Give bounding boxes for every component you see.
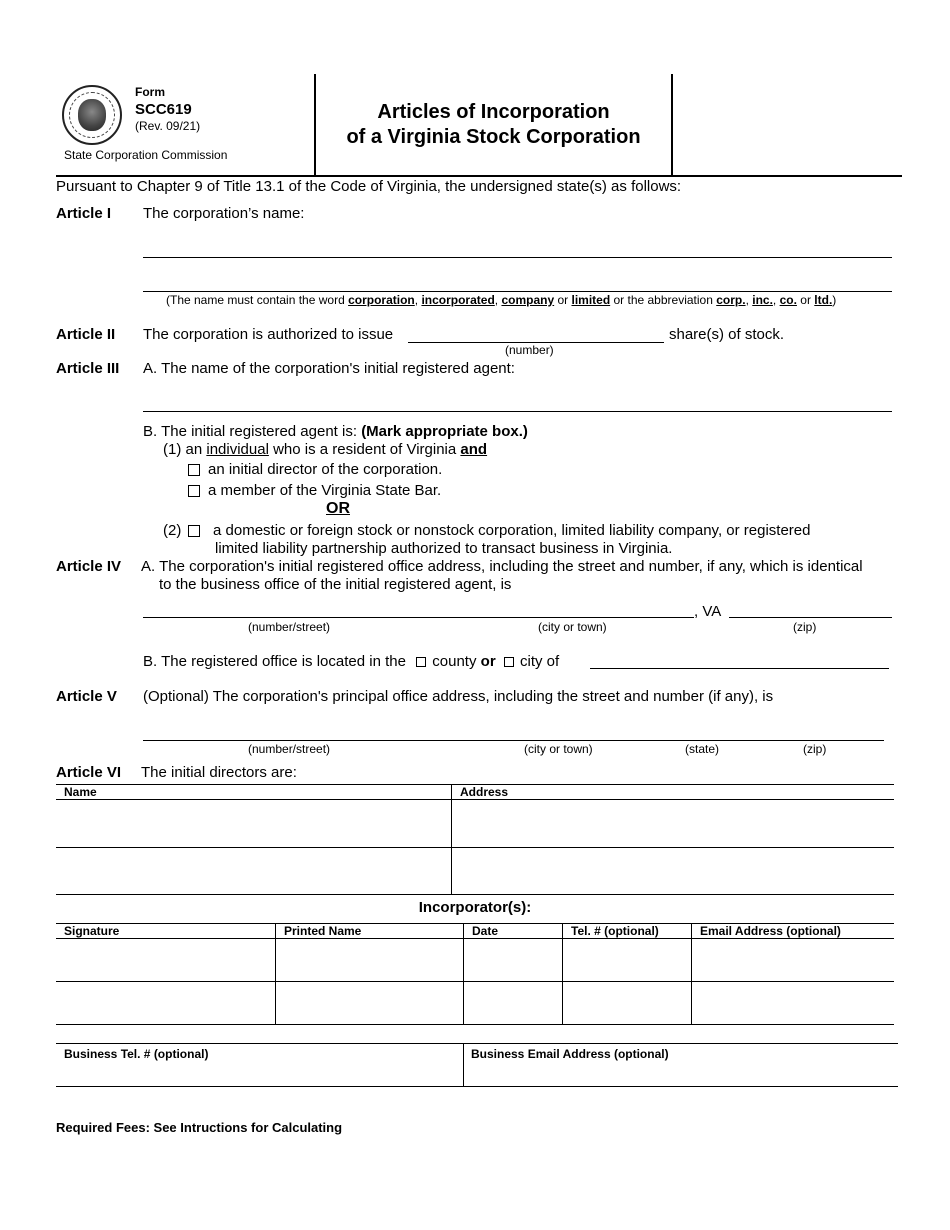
business-divider: [463, 1044, 464, 1087]
va-label: , VA: [694, 603, 722, 620]
incorp-col-printed-name: Printed Name: [276, 924, 464, 939]
option-1-text: (1) an individual who is a resident of Virginia and: [163, 441, 488, 458]
printed-name-cell[interactable]: [276, 982, 464, 1025]
name-requirement-note: (The name must contain the word corporation, incorporated, company or limited or the abbreviation corp., inc., co. or ltd.): [166, 293, 837, 307]
printed-name-cell[interactable]: [276, 939, 464, 982]
option-2-line-1: a domestic or foreign stock or nonstock corporation, limited liability company, or registered: [213, 522, 811, 539]
principal-office-field[interactable]: [143, 740, 884, 741]
email-cell[interactable]: [692, 939, 895, 982]
article-4-a-line-2: to the business office of the initial registered agent, is: [159, 576, 512, 593]
locality-field[interactable]: [590, 668, 889, 669]
cap-city-5: (city or town): [524, 742, 593, 756]
cap-street-4: (number/street): [248, 620, 331, 634]
office-street-field[interactable]: [143, 617, 694, 618]
header-divider-right: [671, 74, 673, 176]
form-label: Form: [135, 85, 165, 99]
intro-text: Pursuant to Chapter 9 of Title 13.1 of the Code of Virginia, the undersigned state(s) as follows:: [56, 178, 682, 195]
article-2-text-before: The corporation is authorized to issue: [143, 326, 394, 343]
signature-cell[interactable]: [56, 939, 276, 982]
cap-zip-4: (zip): [793, 620, 817, 634]
director-address-cell[interactable]: [452, 848, 895, 895]
option-1a-row: [186, 461, 442, 478]
article-2-text-after: share(s) of stock.: [669, 326, 785, 343]
email-cell[interactable]: [692, 982, 895, 1025]
entity-agent-checkbox[interactable]: [188, 525, 200, 537]
table-row: [56, 800, 894, 848]
required-fees-note: Required Fees: See Intructions for Calculating: [56, 1120, 343, 1135]
article-3-label: Article III: [56, 360, 120, 377]
article-1-text: The corporation’s name:: [143, 205, 305, 222]
article-5-label: Article V: [56, 688, 117, 705]
business-tel-field[interactable]: [56, 1062, 462, 1086]
business-contact-box: [56, 1043, 898, 1087]
article-6-label: Article VI: [56, 764, 122, 781]
incorp-col-email: Email Address (optional): [692, 924, 895, 939]
article-3-a-text: A. The name of the corporation's initial registered agent:: [143, 360, 515, 377]
cap-street-5: (number/street): [248, 742, 331, 756]
form-revision: (Rev. 09/21): [135, 119, 201, 133]
corporation-name-line-1[interactable]: [143, 257, 892, 258]
incorporators-table: [56, 923, 894, 1025]
agency-name: State Corporation Commission: [64, 148, 228, 162]
date-cell[interactable]: [464, 982, 563, 1025]
director-address-cell[interactable]: [452, 800, 895, 848]
registered-agent-name-line[interactable]: [143, 411, 892, 412]
director-name-cell[interactable]: [56, 800, 452, 848]
incorp-col-date: Date: [464, 924, 563, 939]
directors-col-name: Name: [56, 785, 452, 800]
virginia-seal: [62, 85, 122, 145]
signature-cell[interactable]: [56, 982, 276, 1025]
business-tel-label: Business Tel. # (optional): [64, 1047, 209, 1061]
incorp-col-tel: Tel. # (optional): [563, 924, 692, 939]
article-5-text: (Optional) The corporation's principal office address, including the street and number (if any), is: [143, 688, 774, 705]
business-email-field[interactable]: [465, 1062, 897, 1086]
directors-table: [56, 784, 894, 895]
number-caption: (number): [505, 343, 554, 357]
date-cell[interactable]: [464, 939, 563, 982]
article-3-b-text: B. The initial registered agent is: (Mark appropriate box.): [143, 423, 528, 440]
tel-cell[interactable]: [563, 982, 692, 1025]
business-email-label: Business Email Address (optional): [471, 1047, 669, 1061]
city-checkbox[interactable]: [504, 657, 514, 667]
article-6-text: The initial directors are:: [141, 764, 297, 781]
article-4-b-row: B. The registered office is located in the county or city of: [143, 653, 560, 670]
cap-state-5: (state): [685, 742, 720, 756]
article-4-a-line-1: A. The corporation's initial registered office address, including the street and number, if any, which is identical: [141, 558, 863, 575]
incorp-col-signature: Signature: [56, 924, 276, 939]
director-checkbox[interactable]: [188, 464, 200, 476]
county-checkbox[interactable]: [416, 657, 426, 667]
option-2-prefix: (2): [163, 522, 202, 539]
page-title: Articles of Incorporation of a Virginia Stock Corporation: [346, 101, 641, 148]
option-2-line-2: limited liability partnership authorized to transact business in Virginia.: [215, 540, 673, 557]
corporation-name-line-2[interactable]: [143, 291, 892, 292]
option-1b-row: [186, 482, 441, 499]
tel-cell[interactable]: [563, 939, 692, 982]
article-4-label: Article IV: [56, 558, 122, 575]
director-label: an initial director of the corporation.: [208, 461, 443, 478]
cap-city-4: (city or town): [538, 620, 607, 634]
table-row: [56, 848, 894, 895]
article-1-label: Article I: [56, 205, 112, 222]
bar-member-label: a member of the Virginia State Bar.: [208, 482, 442, 499]
directors-col-address: Address: [452, 785, 895, 800]
table-row: [56, 982, 894, 1025]
incorporators-title: Incorporator(s):: [418, 899, 532, 916]
office-zip-field[interactable]: [729, 617, 892, 618]
article-2-label: Article II: [56, 326, 116, 343]
director-name-cell[interactable]: [56, 848, 452, 895]
or-divider: OR: [326, 500, 350, 517]
table-row: [56, 939, 894, 982]
cap-zip-5: (zip): [803, 742, 827, 756]
bar-member-checkbox[interactable]: [188, 485, 200, 497]
header-rule: [56, 175, 902, 177]
form-number: SCC619: [135, 101, 192, 118]
